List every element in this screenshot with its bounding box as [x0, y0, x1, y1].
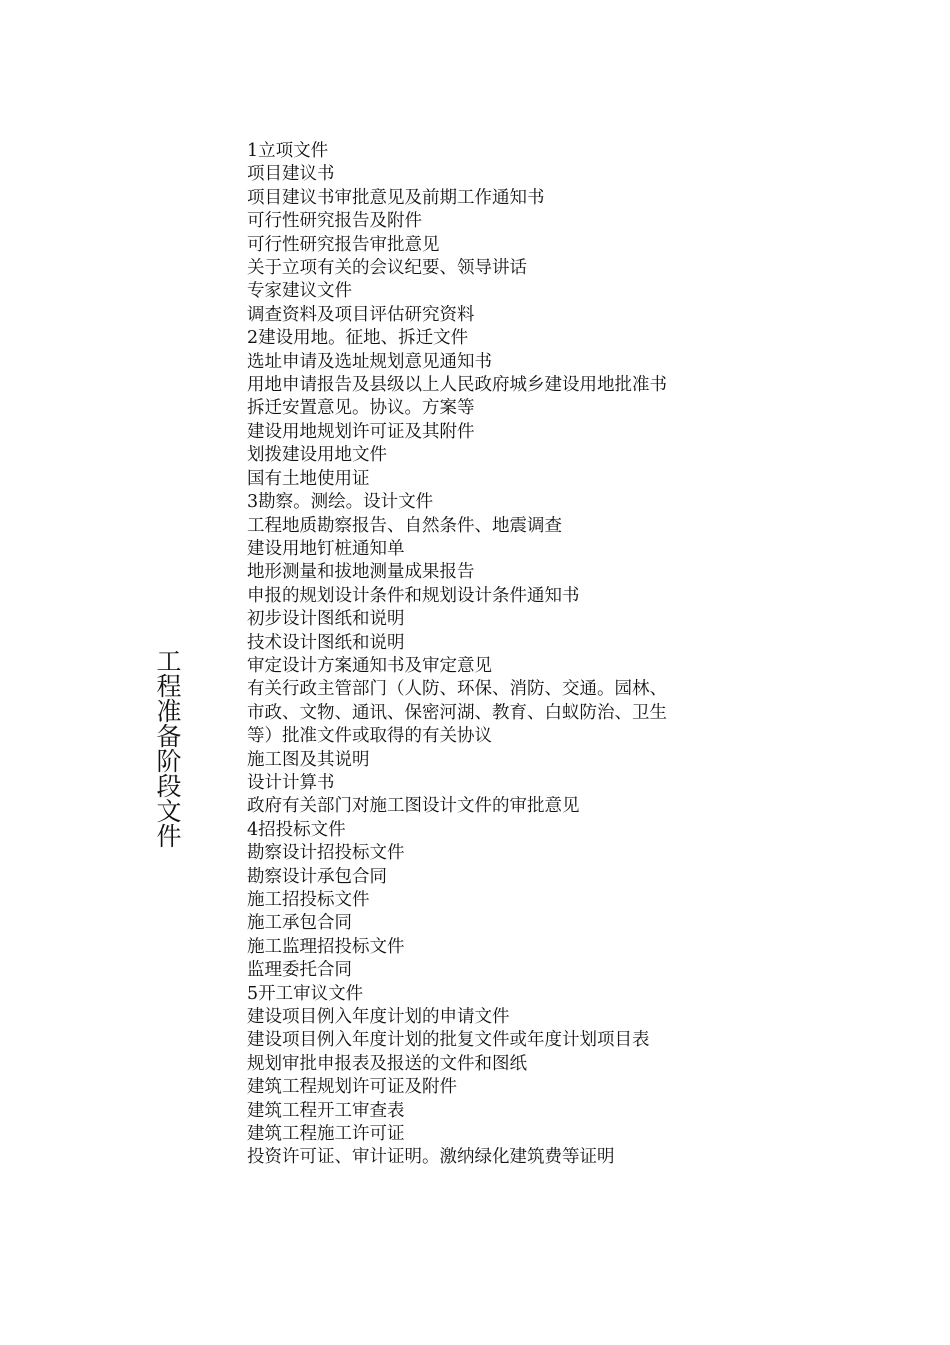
section-title-vertical: 工程准备阶段文件 — [153, 648, 182, 848]
list-item: 4招投标文件 — [247, 819, 346, 840]
list-item: 用地申请报告及县级以上人民政府城乡建设用地批准书 — [247, 375, 667, 396]
list-item: 选址申请及选址规划意见通知书 — [247, 351, 492, 372]
list-item: 可行性研究报告审批意见 — [247, 234, 440, 255]
list-item: 调查资料及项目评估研究资料 — [247, 304, 475, 325]
list-item: 项目建议书审批意见及前期工作通知书 — [247, 187, 545, 208]
list-item: 建设用地钉桩通知单 — [247, 538, 405, 559]
list-item: 申报的规划设计条件和规划设计条件通知书 — [247, 585, 580, 606]
list-item: 5开工审议文件 — [247, 983, 364, 1004]
list-item: 项目建议书 — [247, 164, 335, 185]
list-item: 勘察设计承包合同 — [247, 866, 387, 887]
list-item: 设计计算书 — [247, 772, 335, 793]
list-item: 施工监理招投标文件 — [247, 936, 405, 957]
list-item: 3勘察。测绘。设计文件 — [247, 492, 434, 513]
list-item: 建筑工程规划许可证及附件 — [247, 1077, 457, 1098]
list-item: 关于立项有关的会议纪要、领导讲话 — [247, 258, 527, 279]
list-item: 1立项文件 — [247, 141, 329, 161]
list-item: 地形测量和拔地测量成果报告 — [247, 562, 475, 583]
list-item: 拆迁安置意见。协议。方案等 — [247, 398, 475, 419]
list-item: 工程地质勘察报告、自然条件、地震调查 — [247, 515, 562, 536]
list-item: 审定设计方案通知书及审定意见 — [247, 655, 492, 676]
list-item: 政府有关部门对施工图设计文件的审批意见 — [247, 796, 580, 817]
list-item: 建筑工程施工许可证 — [247, 1124, 405, 1145]
list-item: 2建设用地。征地、拆迁文件 — [247, 328, 469, 349]
list-item: 初步设计图纸和说明 — [247, 609, 405, 630]
list-item: 建筑工程开工审查表 — [247, 1100, 405, 1121]
list-item: 划拨建设用地文件 — [247, 445, 387, 466]
list-item: 勘察设计招投标文件 — [247, 843, 405, 864]
list-item: 规划审批申报表及报送的文件和图纸 — [247, 1053, 527, 1074]
list-item: 施工承包合同 — [247, 913, 352, 934]
list-item: 监理委托合同 — [247, 960, 352, 981]
list-item: 专家建议文件 — [247, 281, 352, 302]
list-item: 国有土地使用证 — [247, 468, 370, 489]
list-item: 施工招投标文件 — [247, 890, 370, 910]
list-item: 建设用地规划许可证及其附件 — [247, 421, 475, 442]
list-item: 施工图及其说明 — [247, 749, 370, 770]
list-item: 建设项目例入年度计划的批复文件或年度计划项目表 — [247, 1030, 650, 1051]
file-list — [247, 140, 677, 1170]
list-item: 技术设计图纸和说明 — [247, 632, 405, 653]
list-item: 有关行政主管部门（人防、环保、消防、交通。园林、市政、文物、通讯、保密河湖、教育、白蚁防治、卫生等）批准文件或取得的有关协议 — [247, 679, 667, 747]
list-item: 可行性研究报告及附件 — [247, 211, 422, 232]
list-item: 建设项目例入年度计划的申请文件 — [247, 1007, 510, 1028]
list-item: 投资许可证、审计证明。激纳绿化建筑费等证明 — [247, 1147, 615, 1168]
